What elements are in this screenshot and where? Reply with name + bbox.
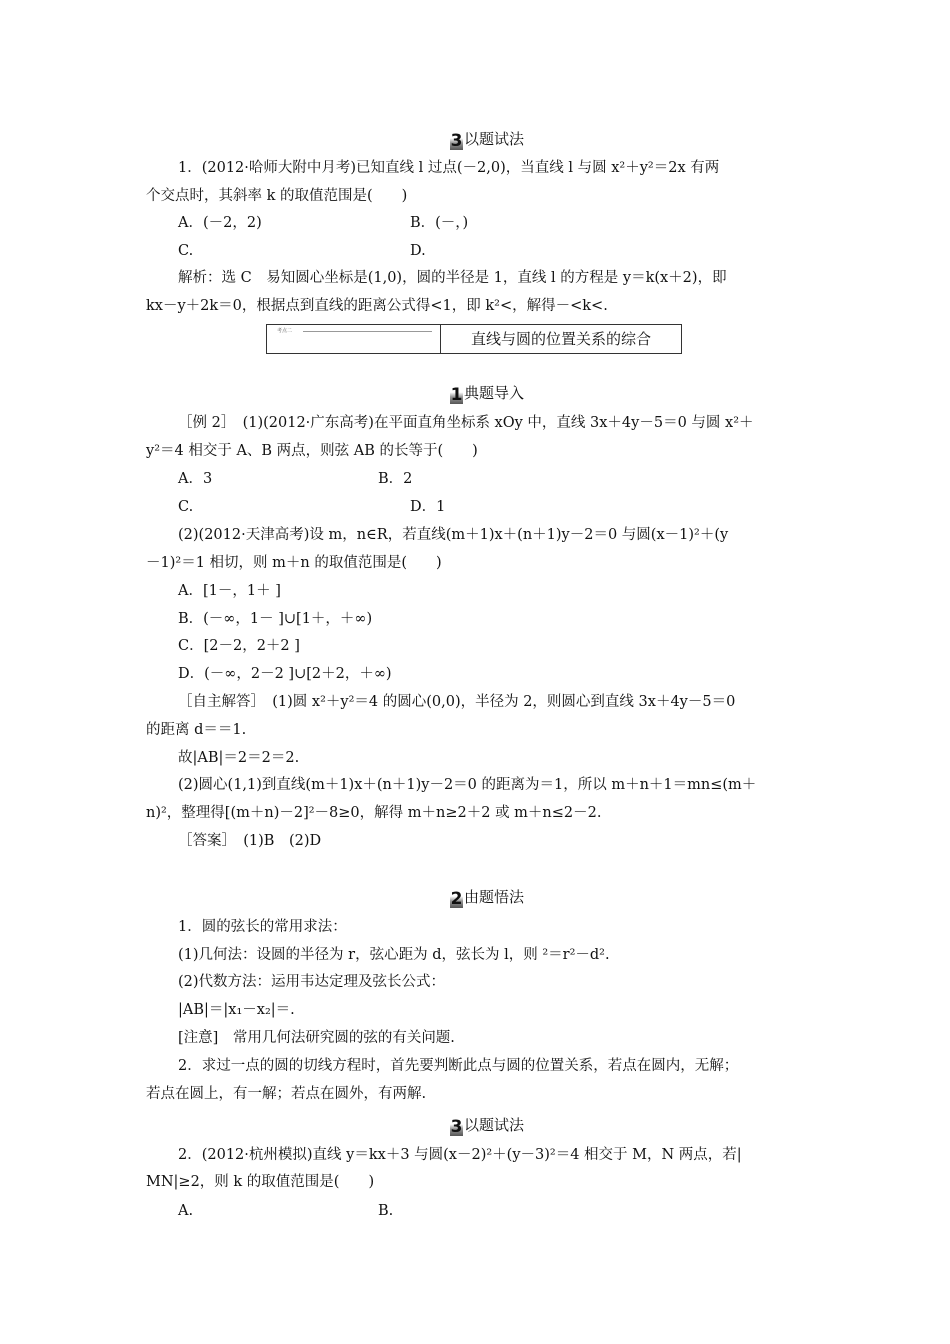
option-a: A．(－2，2) bbox=[178, 215, 262, 231]
topic-box bbox=[266, 324, 682, 354]
method-line-3: (2)代数方法：运用韦达定理及弦长公式： bbox=[178, 974, 446, 990]
method-line-4: |AB|＝|x₁－x₂|＝. bbox=[178, 1002, 295, 1018]
topic-box-title: 直线与圆的位置关系的综合 bbox=[470, 330, 651, 348]
method-line-6: 若点在圆上，有一解；若点在圆外，有两解. bbox=[146, 1086, 427, 1102]
option-c: C. bbox=[178, 243, 194, 259]
option-c: C．[2－2，2＋2 ] bbox=[178, 638, 300, 654]
example-line-2: y²＝4 相交于 A、B 两点，则弦 AB 的长等于( ) bbox=[146, 443, 478, 459]
answer-explanation-line-2: 的距离 d＝＝1. bbox=[146, 722, 247, 738]
answer-explanation-line-3: 故|AB|＝2＝2＝2. bbox=[178, 750, 300, 766]
answer-explanation-line-1: ［自主解答］ (1)圆 x²＋y²＝4 的圆心(0,0)，半径为 2，则圆心到直线 3x＋4y－5＝0 bbox=[178, 694, 736, 710]
option-d: D. bbox=[410, 243, 426, 259]
section-heading-try bbox=[450, 128, 524, 150]
answer-line: ［答案］ (1)B (2)D bbox=[178, 833, 322, 849]
section-heading-example bbox=[450, 382, 524, 404]
section-title: 典题导入 bbox=[464, 384, 525, 402]
problem-2-line-2: MN|≥2，则 k 的取值范围是( ) bbox=[146, 1174, 375, 1190]
option-d: D．(－∞，2－2 ]∪[2＋2，＋∞) bbox=[178, 666, 392, 682]
example-part-2-line-2: －1)²＝1 相切，则 m＋n 的取值范围是( ) bbox=[146, 555, 442, 571]
option-b: B．2 bbox=[378, 471, 413, 487]
example-part-2-line-1: (2)(2012·天津高考)设 m，n∈R，若直线(m＋1)x＋(n＋1)y－2＝0 与圆(x－1)²＋(y bbox=[178, 527, 729, 543]
section-number-badge: 1 bbox=[450, 385, 463, 405]
option-b: B．(－，) bbox=[410, 215, 469, 231]
option-c: C. bbox=[178, 499, 194, 515]
answer-explanation-line-4: (2)圆心(1,1)到直线(m＋1)x＋(n＋1)y－2＝0 的距离为＝1，所以 m＋n＋1＝mn≤(m＋ bbox=[178, 777, 757, 793]
topic-box-label: 考点二 bbox=[277, 328, 293, 334]
section-title: 由题悟法 bbox=[464, 888, 525, 906]
option-a: A. bbox=[178, 1203, 194, 1219]
option-d: D．1 bbox=[410, 499, 446, 515]
solution-line-1: 解析：选 C 易知圆心坐标是(1,0)，圆的半径是 1，直线 l 的方程是 y＝k(x＋2)，即 bbox=[178, 270, 727, 286]
section-number-badge: 2 bbox=[450, 889, 463, 909]
option-b: B．(－∞，1－ ]∪[1＋，＋∞) bbox=[178, 611, 373, 627]
section-heading-try-2 bbox=[450, 1114, 524, 1136]
solution-line-2: kx－y＋2k＝0，根据点到直线的距离公式得<1，即 k²<，解得－<k<. bbox=[146, 298, 608, 314]
option-a: A．[1－，1＋ ] bbox=[178, 583, 281, 599]
section-title: 以题试法 bbox=[464, 1116, 525, 1134]
section-number-badge: 3 bbox=[450, 1117, 463, 1137]
method-line-1: 1．圆的弦长的常用求法： bbox=[178, 919, 347, 935]
example-line-1: ［例 2］ (1)(2012·广东高考)在平面直角坐标系 xOy 中，直线 3x＋4y－5＝0 与圆 x²＋ bbox=[178, 415, 754, 431]
method-line-5: 2．求过一点的圆的切线方程时，首先要判断此点与圆的位置关系，若点在圆内，无解； bbox=[178, 1058, 739, 1074]
problem-1-line-1: 1．(2012·哈师大附中月考)已知直线 l 过点(－2,0)，当直线 l 与圆 x²＋y²＝2x 有两 bbox=[178, 160, 720, 176]
topic-box-rule bbox=[303, 331, 432, 332]
problem-2-line-1: 2．(2012·杭州模拟)直线 y＝kx＋3 与圆(x－2)²＋(y－3)²＝4 相交于 M，N 两点，若| bbox=[178, 1147, 742, 1163]
method-note: [注意] 常用几何法研究圆的弦的有关问题. bbox=[178, 1030, 455, 1046]
topic-box-label-cell bbox=[267, 325, 441, 353]
option-a: A．3 bbox=[178, 471, 213, 487]
section-heading-method bbox=[450, 886, 524, 908]
method-line-2: (1)几何法：设圆的半径为 r，弦心距为 d，弦长为 l，则 ²＝r²－d². bbox=[178, 947, 610, 963]
answer-explanation-line-5: n)²，整理得[(m＋n)－2]²－8≥0，解得 m＋n≥2＋2 或 m＋n≤2－2. bbox=[146, 805, 602, 821]
problem-1-line-2: 个交点时，其斜率 k 的取值范围是( ) bbox=[146, 188, 408, 204]
option-b: B. bbox=[378, 1203, 394, 1219]
section-number-badge: 3 bbox=[450, 131, 463, 151]
section-title: 以题试法 bbox=[464, 130, 525, 148]
